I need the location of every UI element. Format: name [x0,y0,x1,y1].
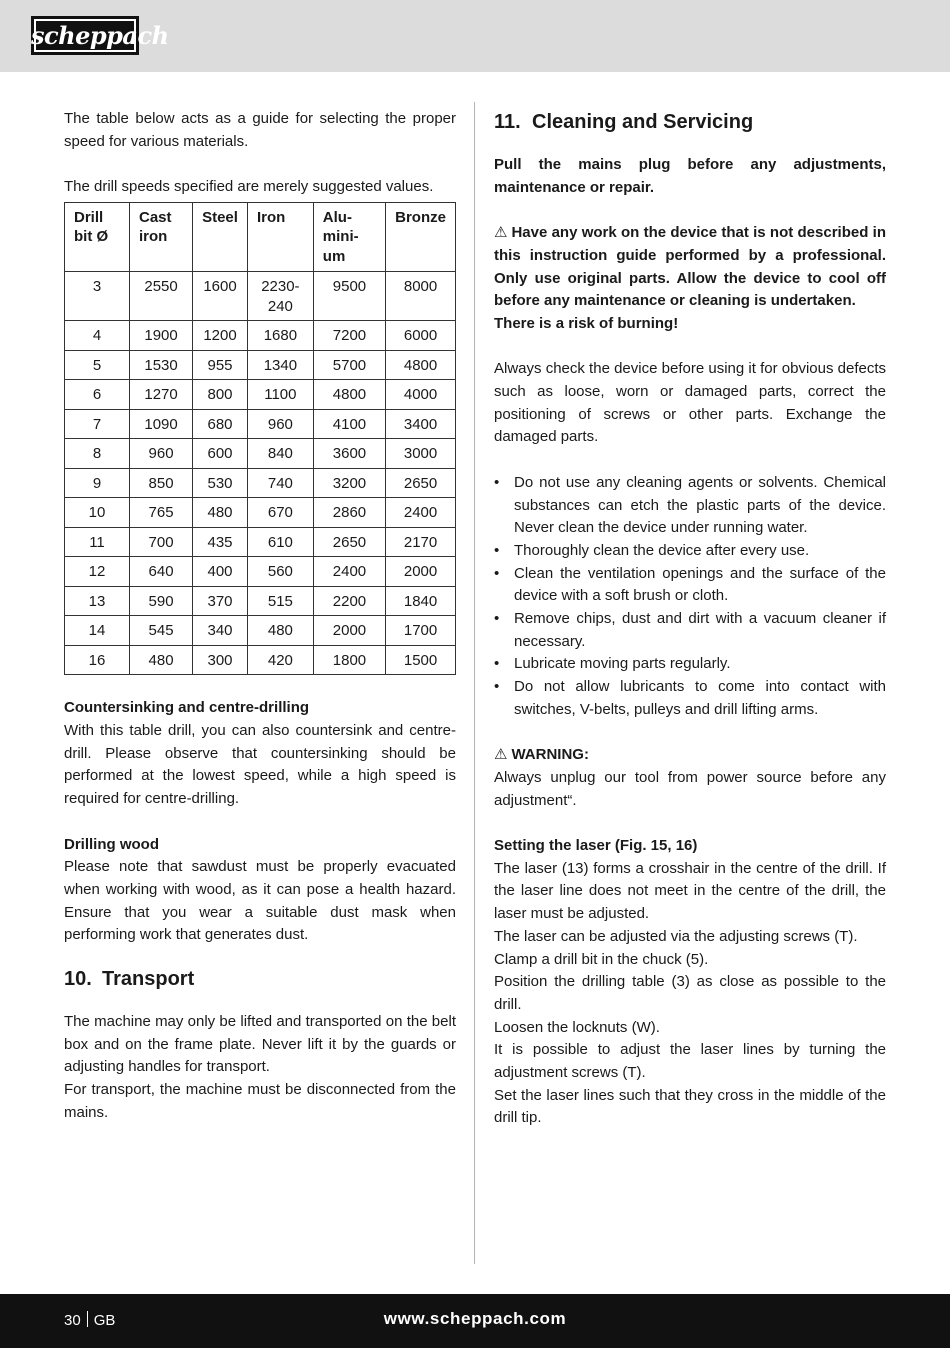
laser-line-2: The laser can be adjusted via the adjusting screws (T). [494,927,858,945]
table-cell: 3 [65,272,130,321]
table-cell: 4 [65,321,130,351]
wood-paragraph: Please note that sawdust must be properly evacuated when working with wood, as it can pose a health hazard. Ensure that you wear a suitable dust mask when performing work that generates dust. [64,858,456,944]
header-aluminium: Alu-mini-um [313,202,385,272]
laser-heading: Setting the laser (Fig. 15, 16) [494,837,698,855]
table-cell: 560 [247,557,313,587]
footer-bar [0,1294,950,1348]
table-cell: 7200 [313,321,385,351]
table-cell: 435 [193,527,248,557]
table-row [65,498,456,528]
professional-work-text: Have any work on the device that is not described in this instruction guide performed by a professional. Only use original parts. Allow the device to cool off before any maintenance or cleaning is undertaken. [494,224,886,310]
transport-heading [64,965,456,993]
table-cell: 6 [65,380,130,410]
table-cell: 2400 [313,557,385,587]
table-cell: 640 [130,557,193,587]
burn-risk-notice: There is a risk of burning! [494,314,679,332]
table-cell: 4800 [386,350,456,380]
language-code: GB [93,1312,116,1329]
table-cell: 765 [130,498,193,528]
laser-line-7: Set the laser lines such that they cross in the middle of the drill tip. [494,1086,886,1127]
header-drill-bit: Drill bit Ø [65,202,130,272]
table-row [65,468,456,498]
table-row [65,409,456,439]
table-cell: 8000 [386,272,456,321]
table-row [65,527,456,557]
table-cell: 16 [65,645,130,675]
column-divider [474,102,475,1264]
table-cell: 545 [130,616,193,646]
table-cell: 4800 [313,380,385,410]
table-cell: 1340 [247,350,313,380]
warning-triangle-icon: ⚠ [494,224,508,242]
table-cell: 3000 [386,439,456,469]
table-cell: 530 [193,468,248,498]
transport-paragraph-2: For transport, the machine must be disconnected from the mains. [64,1081,456,1121]
header-bar [0,0,950,72]
table-cell: 370 [193,586,248,616]
table-cell: 2170 [386,527,456,557]
table-cell: 1100 [247,380,313,410]
laser-line-6: It is possible to adjust the laser lines by turning the adjustment screws (T). [494,1041,886,1082]
table-cell: 480 [193,498,248,528]
table-cell: 1840 [386,586,456,616]
table-cell: 700 [130,527,193,557]
table-cell: 960 [247,409,313,439]
table-cell: 2230-240 [247,272,313,321]
table-cell: 4000 [386,380,456,410]
table-cell: 670 [247,498,313,528]
table-cell: 515 [247,586,313,616]
list-item: • Lubricate moving parts regularly. [494,653,886,676]
warning-heading [494,744,886,767]
table-cell: 4100 [313,409,385,439]
cleaning-number: 11. [494,111,521,133]
table-cell: 955 [193,350,248,380]
cleaning-bullet-list [494,472,886,722]
table-cell: 1680 [247,321,313,351]
table-cell: 14 [65,616,130,646]
cleaning-title: Cleaning and Servicing [532,111,754,133]
table-cell: 340 [193,616,248,646]
table-cell: 1090 [130,409,193,439]
list-item: • Do not use any cleaning agents or solvents. Chemical substances can etch the plastic parts of the device. Never clean the device under running water. [494,472,886,540]
table-cell: 1900 [130,321,193,351]
table-cell: 300 [193,645,248,675]
intro-paragraph-1: The table below acts as a guide for selecting the proper speed for various materials. [64,110,456,150]
table-cell: 7 [65,409,130,439]
logo-text: scheppach [31,21,169,50]
right-column [494,108,886,1130]
table-cell: 2860 [313,498,385,528]
table-row [65,380,456,410]
table-row [65,350,456,380]
table-cell: 2000 [386,557,456,587]
table-row [65,645,456,675]
table-cell: 2400 [386,498,456,528]
countersink-paragraph: With this table drill, you can also countersink and centre-drill. Please observe that countersinking should be performed at the lowest speed, while a high speed is required for centre-drilling. [64,722,456,808]
list-item: • Clean the ventilation openings and the surface of the device with a soft brush or cloth. [494,563,886,608]
table-cell: 8 [65,439,130,469]
table-row [65,586,456,616]
list-item: • Remove chips, dust and dirt with a vacuum cleaner if necessary. [494,608,886,653]
table-cell: 1800 [313,645,385,675]
table-cell: 590 [130,586,193,616]
table-cell: 480 [247,616,313,646]
laser-line-1: The laser (13) forms a crosshair in the centre of the drill. If the laser line does not meet in the centre of the drill, the laser must be adjusted. [494,859,886,923]
laser-line-5: Loosen the locknuts (W). [494,1018,660,1036]
warning-label: WARNING: [511,746,589,764]
transport-paragraph-1: The machine may only be lifted and transported on the belt box and on the frame plate. Never lift it by the guards or adjusting handles for transport. [64,1013,456,1076]
header-cast-iron: Cast iron [130,202,193,272]
laser-line-4: Position the drilling table (3) as close as possible to the drill. [494,973,886,1013]
table-cell: 680 [193,409,248,439]
table-cell: 5700 [313,350,385,380]
list-item: • Do not allow lubricants to come into contact with switches, V-belts, pulleys and drill lifting arms. [494,676,886,721]
table-cell: 840 [247,439,313,469]
laser-line-3: Clamp a drill bit in the chuck (5). [494,950,709,968]
wood-heading: Drilling wood [64,835,159,853]
countersink-heading: Countersinking and centre-drilling [64,699,310,717]
page-number: 30 [64,1312,81,1329]
pull-plug-notice: Pull the mains plug before any adjustments, maintenance or repair. [494,156,886,196]
table-cell: 400 [193,557,248,587]
table-cell: 740 [247,468,313,498]
table-cell: 960 [130,439,193,469]
table-row [65,272,456,321]
professional-work-warning [494,222,886,313]
transport-title: Transport [102,968,195,991]
table-cell: 1500 [386,645,456,675]
header-steel: Steel [193,202,248,272]
list-item: • Thoroughly clean the device after every use. [494,540,886,563]
table-header-row [65,202,456,272]
table-cell: 3200 [313,468,385,498]
scheppach-logo [31,16,169,55]
transport-number: 10. [64,968,92,991]
table-cell: 6000 [386,321,456,351]
table-cell: 420 [247,645,313,675]
table-cell: 13 [65,586,130,616]
drill-speed-table [64,202,456,676]
table-cell: 800 [193,380,248,410]
table-cell: 2000 [313,616,385,646]
table-cell: 2550 [130,272,193,321]
table-cell: 2200 [313,586,385,616]
cleaning-heading [494,108,886,136]
table-cell: 600 [193,439,248,469]
table-cell: 1200 [193,321,248,351]
table-cell: 1270 [130,380,193,410]
table-cell: 9500 [313,272,385,321]
table-cell: 1700 [386,616,456,646]
table-cell: 610 [247,527,313,557]
table-row [65,321,456,351]
table-cell: 9 [65,468,130,498]
table-cell: 5 [65,350,130,380]
header-bronze: Bronze [386,202,456,272]
table-row [65,439,456,469]
left-column [64,108,456,1125]
table-cell: 2650 [313,527,385,557]
website-link[interactable]: www.scheppach.com [383,1309,567,1328]
warning-paragraph: Always unplug our tool from power source before any adjustment“. [494,768,886,809]
table-cell: 3600 [313,439,385,469]
table-cell: 1600 [193,272,248,321]
table-cell: 11 [65,527,130,557]
table-cell: 12 [65,557,130,587]
table-cell: 3400 [386,409,456,439]
warning-triangle-icon: ⚠ [494,746,508,764]
table-cell: 480 [130,645,193,675]
table-row [65,616,456,646]
table-cell: 1530 [130,350,193,380]
intro-paragraph-2: The drill speeds specified are merely suggested values. [64,178,434,196]
table-cell: 850 [130,468,193,498]
header-iron: Iron [247,202,313,272]
check-device-paragraph: Always check the device before using it for obvious defects such as loose, worn or damaged parts, correct the positioning of screws or other parts. Exchange the damaged parts. [494,360,886,446]
table-cell: 2650 [386,468,456,498]
table-cell: 10 [65,498,130,528]
table-row [65,557,456,587]
